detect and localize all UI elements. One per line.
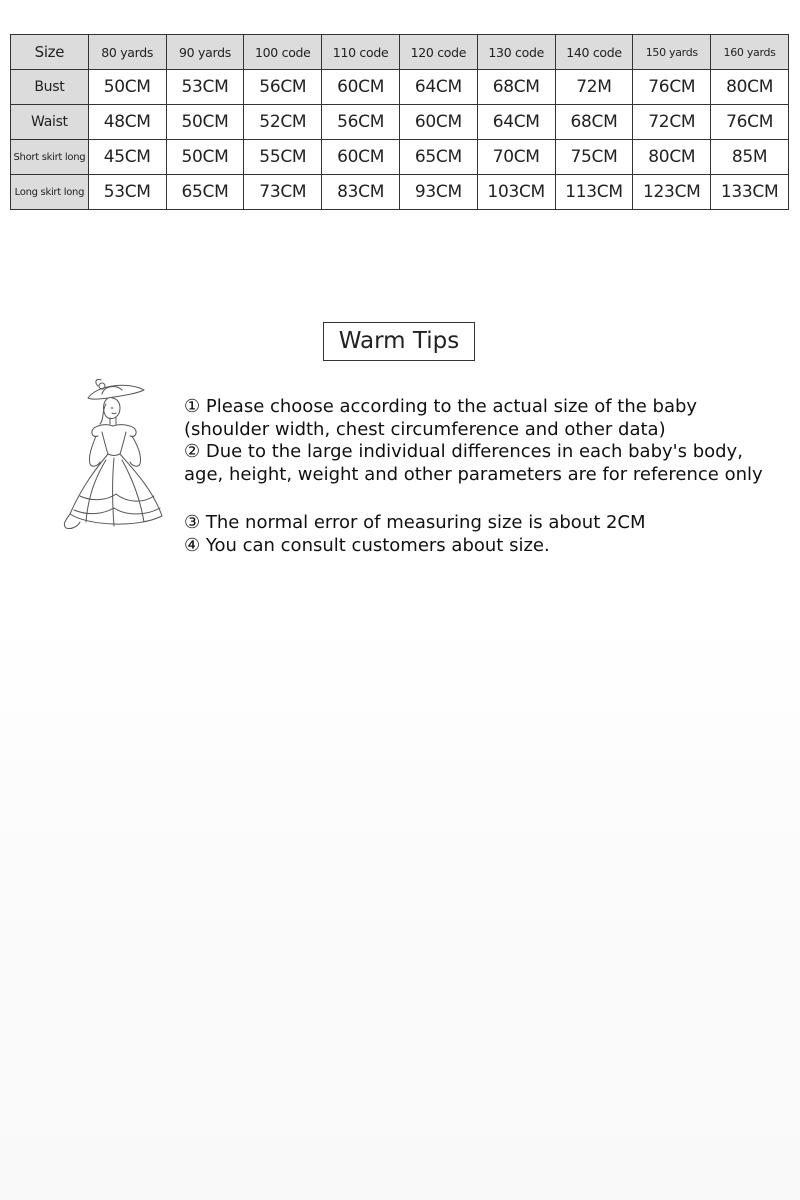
table-cell: 50CM: [166, 105, 244, 140]
table-cell: 48CM: [88, 105, 166, 140]
table-row: [11, 70, 789, 105]
table-cell: 53CM: [166, 70, 244, 105]
table-cell: 60CM: [322, 70, 400, 105]
tip-item: ① Please choose according to the actual size of the baby (shoulder width, chest circumference and other data): [184, 396, 703, 440]
table-cell: 65CM: [399, 140, 477, 175]
table-cell: 76CM: [633, 70, 711, 105]
table-cell: 50CM: [166, 140, 244, 175]
table-cell: 103CM: [477, 175, 555, 210]
row-label: Bust: [11, 70, 89, 105]
table-cell: 72CM: [633, 105, 711, 140]
table-cell: 113CM: [555, 175, 633, 210]
row-label: Waist: [11, 105, 89, 140]
table-cell: 72M: [555, 70, 633, 105]
table-cell: 80CM: [633, 140, 711, 175]
table-cell: 123CM: [633, 175, 711, 210]
table-cell: 75CM: [555, 140, 633, 175]
row-label: Short skirt long: [11, 140, 89, 175]
table-cell: 56CM: [244, 70, 322, 105]
size-chart-table: [10, 34, 789, 210]
table-cell: 93CM: [399, 175, 477, 210]
table-header-cell: 130 code: [477, 35, 555, 70]
table-header-cell: 140 code: [555, 35, 633, 70]
warm-tips-title: Warm Tips: [323, 322, 475, 361]
row-label: Long skirt long: [11, 175, 89, 210]
table-header-cell: 90 yards: [166, 35, 244, 70]
table-cell: 85M: [711, 140, 789, 175]
table-row: [11, 175, 789, 210]
table-cell: 45CM: [88, 140, 166, 175]
tip-item: ④ You can consult customers about size.: [184, 534, 550, 556]
warm-tips-list: [184, 396, 784, 557]
table-cell: 56CM: [322, 105, 400, 140]
table-header-cell: 100 code: [244, 35, 322, 70]
table-row: [11, 105, 789, 140]
tip-item: ③ The normal error of measuring size is about 2CM: [184, 512, 646, 533]
table-header-cell: 150 yards: [633, 35, 711, 70]
table-cell: 68CM: [555, 105, 633, 140]
table-cell: 70CM: [477, 140, 555, 175]
table-cell: 80CM: [711, 70, 789, 105]
table-cell: 64CM: [399, 70, 477, 105]
table-header-cell: 160 yards: [711, 35, 789, 70]
table-header-cell: 110 code: [322, 35, 400, 70]
table-cell: 53CM: [88, 175, 166, 210]
table-cell: 52CM: [244, 105, 322, 140]
table-cell: 76CM: [711, 105, 789, 140]
table-cell: 64CM: [477, 105, 555, 140]
table-cell: 68CM: [477, 70, 555, 105]
table-cell: 50CM: [88, 70, 166, 105]
table-cell: 83CM: [322, 175, 400, 210]
princess-sketch-icon: [58, 376, 168, 536]
table-cell: 60CM: [322, 140, 400, 175]
table-row: [11, 140, 789, 175]
table-cell: 55CM: [244, 140, 322, 175]
table-header-row: [11, 35, 789, 70]
table-header-cell: 120 code: [399, 35, 477, 70]
tip-item: ② Due to the large individual differences in each baby's body, age, height, weight and other parameters are for reference only: [184, 441, 763, 485]
table-cell: 133CM: [711, 175, 789, 210]
table-cell: 73CM: [244, 175, 322, 210]
table-cell: 60CM: [399, 105, 477, 140]
table-cell: 65CM: [166, 175, 244, 210]
blank-background-area: [0, 620, 800, 1200]
table-header-cell: Size: [11, 35, 89, 70]
table-header-cell: 80 yards: [88, 35, 166, 70]
